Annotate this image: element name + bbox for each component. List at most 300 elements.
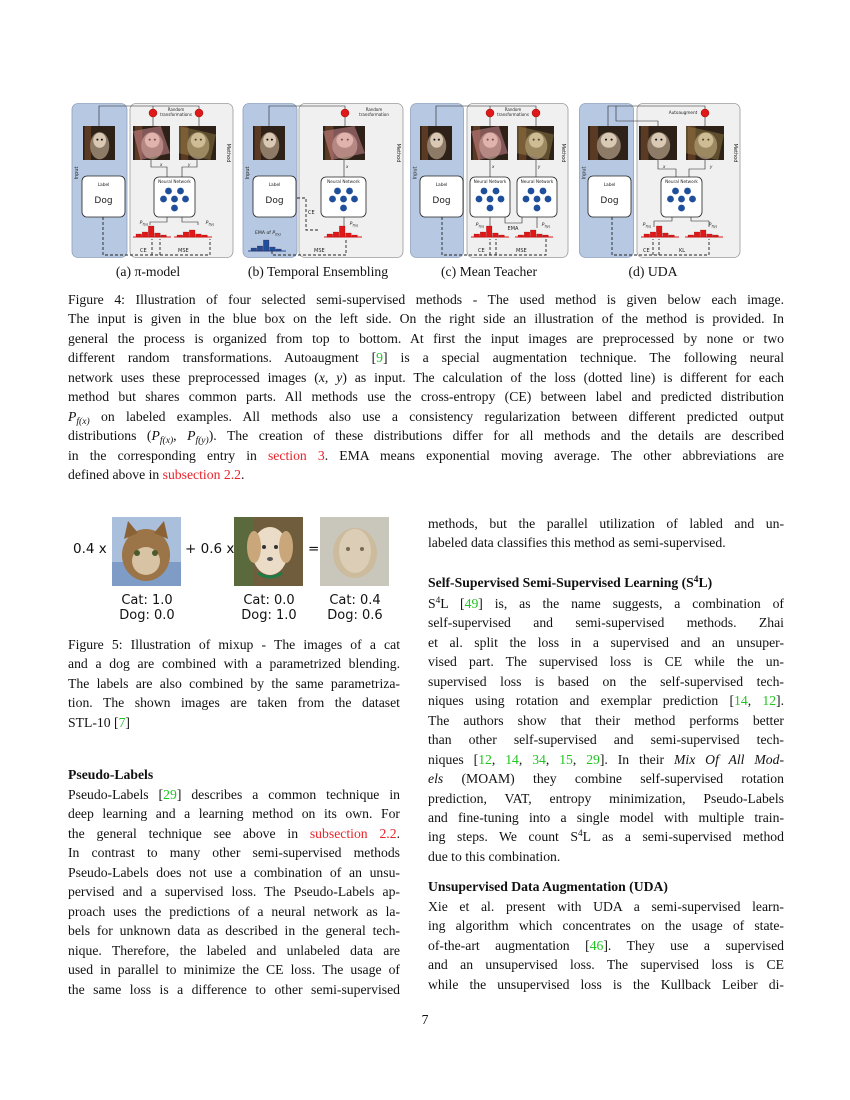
text-run: L [ [440,596,465,611]
dist-base: P [139,221,143,226]
neural-network-label: Neural Network [473,179,507,184]
text-run: methods, but the parallel utilization of labled and un- [428,516,784,531]
page-number: 7 [421,1012,429,1027]
random-transform-node [149,109,157,117]
text-line [428,691,784,710]
citation-link[interactable]: 14 [505,751,519,767]
loss-label-ce: CE [478,248,485,254]
math-base: P [151,428,160,444]
citation-link[interactable]: 12 [762,693,777,709]
text-run: ]. They use a supervised [603,937,784,953]
text-line [428,594,784,613]
text-run: nique. Therefore, the labeled and unlabeled data are [68,942,400,958]
uda-heading: Unsupervised Data Augmentation (UDA) [428,879,668,894]
text-run: ]. [776,693,785,709]
neural-network-label: Neural Network [158,179,191,184]
dist-subscript: f(y) [544,224,551,229]
text-line [68,329,784,348]
mean-teacher-diagram [410,103,575,259]
text-run: and an unsupervised loss. The supervised loss is CE [428,957,784,973]
autoaugment-label: Autoaugment [668,110,698,115]
pseudo-labels-body [68,785,400,999]
text-run: In contrast to many other semi-supervised methods [68,845,400,861]
italic-text: els [428,771,444,787]
text-line [68,902,400,921]
loss-label-mse: MSE [516,248,527,254]
histogram-bar [663,233,669,237]
dist-subscript: f(x) [275,232,281,237]
dog-eye [271,139,273,141]
network-node [334,188,341,195]
text-line [68,882,400,901]
text-run: , [491,751,506,767]
network-node [340,205,347,212]
text-run: The input is given in the blue box on the left side. On the right side an illustration of the method is provided. In [68,311,784,327]
dog-eye [438,139,440,141]
random-transform-node [532,109,540,117]
histogram-bar [327,234,333,237]
dist-subscript: f(x) [478,224,485,229]
citation-link[interactable]: 9 [376,350,383,366]
pi-model-diagram [70,103,235,259]
text-run: proach uses the predictions of a neural network as la- [68,903,400,919]
histogram-bar [713,235,719,237]
x-label: x [346,164,349,169]
random-transform-node [195,109,203,117]
citation-link[interactable]: 29 [163,787,177,802]
text-line [68,290,784,309]
math-variable: x, y [318,369,343,385]
dog-image [83,126,115,160]
text-run: ing steps. We count S [428,829,578,845]
histogram-bar [493,233,499,237]
text-run: The authors show that their method performs better [428,712,784,728]
histogram-bar [524,232,530,237]
transform-label: Random [365,107,383,112]
s4l-heading [428,573,712,592]
pseudo-labels-body-continued [428,514,784,553]
network-node [340,196,347,203]
label-title: Label [435,183,448,188]
histogram-bar [177,235,183,237]
histogram-bar [136,234,142,237]
dist-subscript: f(x) [352,223,359,228]
label-title: Label [268,183,281,188]
dog-image [639,126,677,160]
citation-link[interactable]: 14 [734,693,748,709]
loss-label-kl: KL [679,248,686,254]
transform-label: transformations [497,112,529,117]
subcaption-d: (d) UDA [628,264,678,279]
text-run: , [545,751,560,767]
neural-network-label: Neural Network [520,179,554,184]
network-node [160,196,167,203]
text-run: labeled data classifies this method as semi-supervised. [428,535,726,551]
superscript: 4 [693,575,699,585]
neural-network-label: Neural Network [665,179,698,184]
dist-base: P [205,221,209,226]
dog-image [234,517,303,586]
dist-base: P [349,222,353,227]
citation-link[interactable]: 49 [464,596,479,611]
text-run: the general technique see above in [68,825,310,841]
text-line [68,348,784,367]
text-run: on labeled examples. All methods also use a consistency regularization between different predicted output [89,408,784,424]
dog-image [517,126,554,160]
label-value: Dog [600,196,619,206]
network-node [493,188,500,195]
dog-image [323,126,365,160]
dog-image [471,126,508,160]
histogram-bar [202,235,208,237]
text-run: and fine-tuning into a single model with multiple train- [428,809,784,825]
citation-link[interactable]: 7 [118,714,126,730]
text-run: deep learning and a learning method on its own. For [68,806,400,822]
math-subscript: f(y) [195,435,209,447]
histogram-bar [263,240,269,251]
text-line [68,368,784,387]
text-run: used in parallel to minimize the CE loss. The usage of [68,962,400,978]
dist-subscript: f(y) [711,224,718,229]
histogram-bar [650,232,656,237]
text-run: ] is, as the name suggests, a combination of [478,596,784,611]
text-run: et al. split the loss in a supervised and an unsuper- [428,634,784,650]
subcaption-a: (a) π-model [115,264,181,279]
network-node [487,205,494,212]
text-line [428,897,784,916]
text-run: Figure 4: Illustration of four selected semi-supervised methods - The used method is given below each image. [68,292,784,307]
text-run: . [396,825,400,841]
text-line [428,652,784,671]
histogram-bar [537,234,543,237]
text-line [68,309,784,328]
text-run: niques [ [428,751,479,767]
text-line [68,654,400,673]
text-line [428,750,784,769]
text-line [428,847,784,866]
text-run: different random transformations. Autoaugment [ [68,350,377,366]
text-line [68,693,400,712]
text-line [428,613,784,632]
section-reference-link[interactable]: subsection 2.2 [162,467,241,483]
text-run: L as a semi-supervised method [582,829,784,845]
citation-link[interactable]: 46 [589,937,604,953]
text-run: bels for unknown data as described in the general tech- [68,923,400,939]
dog-image [253,126,285,160]
dist-base: P [708,223,712,228]
cat-image [112,517,181,586]
text-line [428,955,784,974]
text-run: method but shares common parts. All methods use the cross-entropy (CE) between label and predicted distribution [68,389,784,405]
superscript: 4 [577,829,583,840]
dist-subscript: f(y) [208,222,215,227]
histogram-bar [530,230,536,237]
math-base: P [68,408,77,424]
network-node [498,196,505,203]
text-run: . [240,467,245,483]
network-node [329,196,336,203]
math-subscript: f(x) [76,415,90,427]
figure5-caption [68,635,400,732]
text-run: defined above in [68,467,163,483]
transform-label: Random [504,107,522,112]
text-run: . EMA means exponential moving average. The other abbreviations are [324,447,784,463]
text-run: , [572,751,587,767]
transform-label: transformation [359,112,389,117]
histogram-bar [656,226,662,237]
dist-base: P [272,231,276,236]
histogram-bar [257,246,263,251]
histogram-bar [339,226,345,237]
figure4-panel-pi-model [70,103,235,264]
network-node [667,196,674,203]
section-reference-link[interactable]: section 3 [267,447,325,463]
text-run: ) as input. The calculation of the loss (dotted line) is different for each [342,369,785,385]
random-transform-node [701,109,709,117]
label-dog-value: Dog: 0.0 [119,608,175,623]
figure4-caption [68,290,784,485]
text-run: ing algorithm which concentrates on the usage of state- [428,918,784,934]
histogram-bar [148,226,154,237]
text-run: self-supervised and semi-supervised methods. Zhai [428,615,784,631]
label-cat-value: Cat: 0.0 [243,593,295,608]
label-cat-value: Cat: 1.0 [121,593,173,608]
dist-base: P [541,223,545,228]
histogram-bar [196,234,202,237]
text-run: pervised and a supervised loss. The Pseudo-Labels ap- [68,884,400,900]
loss-label-mse: MSE [314,248,325,254]
network-node [672,188,679,195]
italic-text: Mix Of All Mod- [674,751,785,767]
histogram-bar [189,230,195,237]
text-run: of-the-art augmentation [ [428,937,590,953]
transform-label: Random [167,107,185,112]
text-line [68,674,400,693]
math-distribution [187,428,209,447]
input-label: Input [245,166,251,180]
method-label: Method [560,143,566,163]
text-run: ] describes a common technique in [176,787,400,802]
text-run: tion. The shown images are taken from the dataset [68,695,400,711]
text-line [428,533,784,552]
neural-network-label: Neural Network [327,179,360,184]
math-distribution [151,428,174,447]
text-line [68,824,400,843]
network-node [481,188,488,195]
loss-label-ce: CE [140,248,147,254]
text-run: ]. In their [599,751,675,767]
label-dog-value: Dog: 1.0 [241,608,297,623]
ema-label: EMA [507,226,519,232]
dog-face [430,133,443,148]
network-node [487,196,494,203]
text-line [68,921,400,940]
histogram-bar [270,247,276,251]
dog-eye [611,139,613,141]
method-label: Method [225,143,231,163]
section-reference-link[interactable]: subsection 2.2 [309,825,397,841]
text-run: L) [698,575,713,590]
histogram-bar [499,235,505,237]
text-run: The labels are also combined by the same parametriza- [68,675,400,691]
network-node [528,188,535,195]
text-line [428,730,784,749]
text-line [68,407,784,426]
random-transform-node [341,109,349,117]
histogram-bar [707,234,713,237]
dog-face [651,133,666,148]
text-run: while the unsupervised loss is the Kullback Leiber di- [428,976,784,992]
superscript: 4 [435,596,441,606]
text-run: , [518,751,533,767]
s4l-body [428,594,784,866]
dog-eye [96,139,98,141]
network-node [476,196,483,203]
histogram-bar [183,232,189,237]
text-run: Pseudo-Labels does not use a combination of an unsu- [68,864,400,880]
image-door [255,126,261,160]
pseudo-labels-heading: Pseudo-Labels [68,767,154,782]
dist-base: P [475,223,479,228]
text-run: prediction, VAT, entropy minimization, Pseudo-Labels [428,790,784,806]
text-line [428,936,784,955]
histogram-bar [700,230,706,237]
y-label: y [538,164,541,169]
label-value: Dog [265,196,284,206]
uda-diagram [579,103,744,259]
random-transform-node [486,109,494,117]
cat-image-labels [107,593,187,623]
dog-eye [605,139,607,141]
text-run: in the corresponding entry in [68,447,268,463]
network-node [171,205,178,212]
math-distribution [68,408,90,427]
text-run: ] is a special augmentation technique. The following neural [383,350,784,366]
text-line [428,633,784,652]
network-node [689,196,696,203]
histogram-bar [142,232,148,237]
text-line [68,465,784,484]
text-line [428,808,784,827]
subcaption-b: (b) Temporal Ensembling [247,264,389,279]
histogram-bar [346,233,352,237]
method-label: Method [395,143,401,163]
citation-link[interactable]: 34 [532,751,546,767]
dog-eye [101,139,103,141]
dog-image-labels [229,593,309,623]
text-run: , [747,693,763,709]
dog-image [179,126,216,160]
dog-image [588,126,628,160]
text-line [68,446,784,465]
text-line [428,769,784,788]
text-run: Self-Supervised Semi-Supervised Learning (S [428,575,694,590]
mix-coefficient-cat: 0.4 x [73,541,107,557]
network-node [534,196,541,203]
network-node [523,196,530,203]
histogram-bar [474,234,480,237]
text-run: network uses these preprocessed images ( [68,369,319,385]
histogram-bar [688,235,694,237]
histogram-bar [669,235,675,237]
dog-image [686,126,724,160]
histogram-bar [480,232,486,237]
text-line [68,843,400,862]
y-label: y [710,164,713,169]
text-run: S [428,596,436,611]
text-line [428,711,784,730]
loss-label-mse: MSE [178,248,189,254]
dog-face [263,133,276,148]
citation-link[interactable]: 29 [586,751,600,767]
network-node [351,196,358,203]
histogram-bar [694,232,700,237]
network-node [171,196,178,203]
label-value: Dog [432,196,451,206]
text-run: distributions ( [68,428,152,444]
text-line [428,975,784,994]
text-run: the same loss is a difference to other semi-supervised [68,981,400,997]
histogram-bar [161,235,167,237]
loss-label-ce: CE [308,210,315,216]
text-line [428,514,784,533]
x-label: x [492,164,495,169]
dist-subscript: f(x) [645,224,652,229]
histogram-bar [486,226,492,237]
network-node [165,188,172,195]
label-title: Label [97,183,110,188]
subcaption-c: (c) Mean Teacher [440,264,538,279]
histogram-bar [276,249,282,251]
histogram-bar [543,235,549,237]
network-node [177,188,184,195]
text-run: STL-10 [ [68,714,119,730]
label-dog-value: Dog: 0.6 [327,608,383,623]
y-label: y [188,162,191,167]
citation-link[interactable]: 15 [559,751,573,767]
network-node [540,188,547,195]
text-run: ] [125,714,130,730]
text-run: and a dog are combined with a parametrized blending. [68,656,400,672]
network-node [182,196,189,203]
dog-eye [266,139,268,141]
text-run: Pseudo-Labels [ [68,787,164,802]
text-run: due to this combination. [428,848,561,864]
mix-equals: = [308,541,320,557]
network-node [684,188,691,195]
dog-eye [660,139,662,141]
x-label: x [160,162,163,167]
transform-label: transformations [160,112,192,117]
figure4-panel-temporal-ensembling [242,103,407,264]
text-line [68,713,400,732]
method-label: Method [732,143,738,163]
text-run: niques using rotation and exemplar prediction [ [428,693,735,709]
image-door [641,126,649,160]
text-line [68,785,400,804]
citation-link[interactable]: 12 [478,751,492,767]
dog-eye [655,139,657,141]
network-node [678,205,685,212]
dog-face [93,133,106,148]
math-base: P [187,428,196,444]
mixed-image [320,517,389,586]
network-node [545,196,552,203]
text-line [428,916,784,935]
dist-base: P [642,223,646,228]
network-node [534,205,541,212]
figure4-panel-mean-teacher [410,103,575,264]
